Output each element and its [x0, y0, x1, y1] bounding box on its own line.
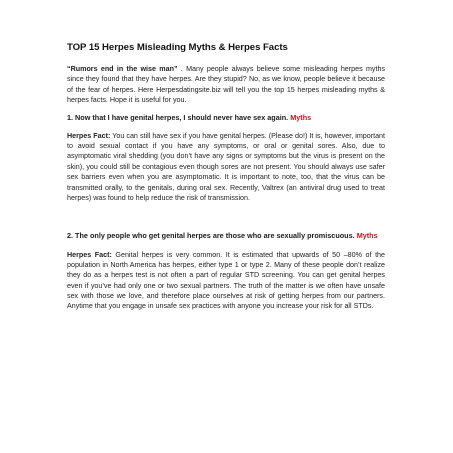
section-1-heading [67, 113, 385, 123]
section-1-heading-text: 1. Now that I have genital herpes, I should never have sex again. [67, 113, 289, 123]
intro-quote: “Rumors end in the wise man” [67, 65, 178, 73]
section-2-heading [67, 231, 385, 241]
section-1-myths-tag: Myths [290, 113, 312, 123]
section-2-fact [67, 250, 385, 312]
intro-text: . Many people always believe some misleading herpes myths since they found that they have herpes. Are they stupid? No, as we know, people believe it because of the fear of herpes. Here Herpesdatingsite.biz will tell you the top 15 herpes misleading myths & herpes facts. Hope it is useful for you. [67, 65, 385, 105]
section-1-fact [67, 131, 385, 203]
section-1-fact-label: Herpes Fact: [67, 131, 111, 140]
document-page [67, 42, 385, 312]
document-title: TOP 15 Herpes Misleading Myths & Herpes Facts [67, 42, 288, 53]
section-2-myths-tag: Myths [356, 231, 378, 241]
section-2-fact-label: Herpes Fact: [67, 250, 112, 259]
section-2-heading-text: 2. The only people who get genital herpes are those who are sexually promiscuous. [67, 231, 355, 241]
intro-paragraph [67, 64, 385, 105]
section-1-fact-text: You can still have sex if you have genital herpes. (Please do!) It is, however, important to avoid sexual contact if you have any symptoms, or oral or genital sores. Also, due to asymptomatic viral shedding (you don’t have any signs or symptoms but the virus is present on the skin), you could still be contagious even though sores are not present. You should always use safer sex barriers even when you are asymptomatic. It is important to note, too, that the virus can be transmitted orally, to the genitals, during oral sex. Recently, Valtrex (an antiviral drug used to treat herpes) was found to help reduce the risk of transmission. [67, 131, 386, 202]
section-2-fact-text: Genital herpes is very common. It is estimated that upwards of 50 –80% of the population in North America has herpes, either type 1 or type 2. Many of these people don’t realize they do as a herpes test is not often a part of regular STD screening. You can get genital herpes even if you’ve had only one or two sexual partners. The truth of the matter is we often have unsafe sex with those we love, and therefore place ourselves at risk of getting herpes from our partners. Anytime that you engage in unsafe sex practices with anyone you increase your risk for all STDs. [67, 250, 385, 311]
